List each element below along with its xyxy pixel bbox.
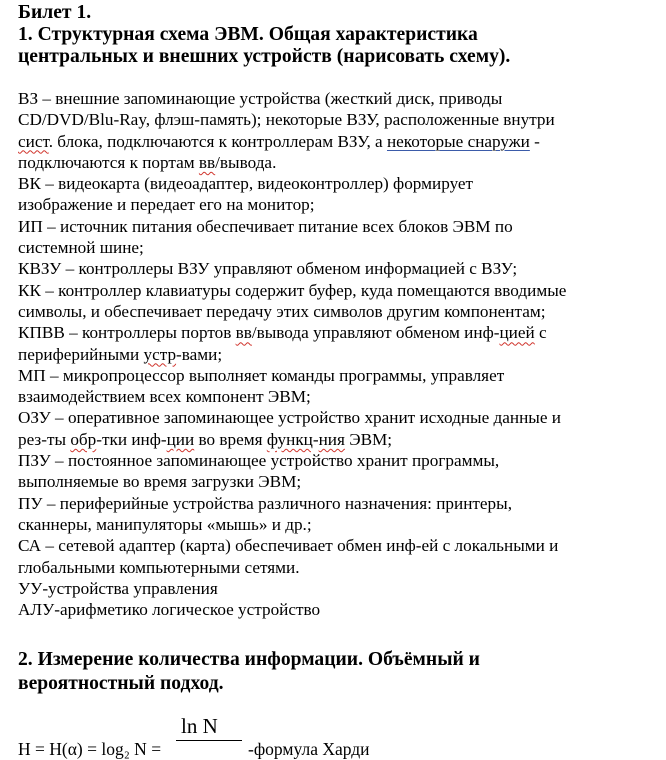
spellcheck-word: устр	[143, 344, 177, 364]
definition-line: подключаются к портам вв/вывода.	[18, 152, 277, 172]
spellcheck-word: ния	[318, 429, 345, 449]
definition-line: ОЗУ – оперативное запоминающее устройство хранит исходные данные и	[18, 408, 561, 428]
question-2-heading-line-1: 2. Измерение количества информации. Объёмный и	[18, 649, 480, 670]
spellcheck-word: цией	[499, 323, 535, 343]
question-1-heading-line-1: 1. Структурная схема ЭВМ. Общая характеристика	[18, 24, 478, 45]
definition-line: ВК – видеокарта (видеоадаптер, видеоконтроллер) формирует	[18, 174, 474, 194]
spellcheck-word: вв	[198, 152, 216, 172]
definition-line: сист. блока, подключаются к контроллерам ВЗУ, а некоторые снаружи -	[18, 131, 540, 151]
spellcheck-word: ции	[166, 429, 195, 449]
question-2-heading-line-2: вероятностный подход.	[18, 673, 224, 694]
hartley-formula	[18, 712, 658, 759]
definition-line: символы, и обеспечивает передачу этих символов другим компонентам;	[18, 301, 546, 321]
spellcheck-word: сист	[18, 131, 49, 151]
definition-line: КВЗУ – контроллеры ВЗУ управляют обменом информацией с ВЗУ;	[18, 259, 518, 279]
definitions-list	[18, 88, 662, 620]
grammar-flag-phrase: некоторые снаружи	[386, 131, 530, 151]
definition-line: СА – сетевой адаптер (карта) обеспечивает обмен инф-ей с локальными и	[18, 536, 559, 556]
definition-line: ИП – источник питания обеспечивает питание всех блоков ЭВМ по	[18, 216, 513, 236]
definition-line: сканнеры, манипуляторы «мышь» и др.;	[18, 514, 312, 534]
formula-left-side: H = H(α) = log₂ N =	[18, 739, 162, 759]
definition-line: взаимодействием всех компонент ЭВМ;	[18, 387, 311, 407]
definition-line: периферийными устр-вами;	[18, 344, 223, 364]
definition-line: выполняемые во время загрузки ЭВМ;	[18, 472, 302, 492]
definition-line: ВЗ – внешние запоминающие устройства (жесткий диск, приводы	[18, 89, 503, 108]
definition-line: рез-ты обр-тки инф-ции во время функц-ния ЭВМ;	[18, 429, 393, 449]
definition-line: CD/DVD/Blu-Ray, флэш-память); некоторые ВЗУ, расположенные внутри	[18, 110, 555, 130]
formula-fraction-bar	[176, 740, 242, 741]
spellcheck-word: обр	[70, 429, 97, 449]
definition-line: АЛУ-арифметико логическое устройство	[18, 600, 321, 620]
definition-line: КК – контроллер клавиатуры содержит буфер, куда помещаются вводимые	[18, 280, 567, 300]
definition-line: изображение и передает его на монитор;	[18, 195, 315, 215]
definition-line: ПУ – периферийные устройства различного назначения: принтеры,	[18, 493, 512, 513]
question-1-heading-line-2: центральных и внешних устройств (нарисовать схему).	[18, 46, 511, 67]
definition-line: УУ-устройства управления	[18, 578, 218, 598]
definition-line: ПЗУ – постоянное запоминающее устройство хранит программы,	[18, 451, 500, 471]
spellcheck-word: функц	[266, 429, 313, 449]
definition-line: МП – микропроцессор выполняет команды программы, управляет	[18, 365, 505, 385]
formula-caption: -формула Харди	[248, 739, 370, 759]
formula-fraction-numerator: ln N	[181, 714, 218, 738]
definition-line: глобальными компьютерными сетями.	[18, 557, 300, 577]
definition-line: КПВВ – контроллеры портов вв/вывода управляют обменом инф-цией с	[18, 323, 547, 343]
definition-line: системной шине;	[18, 238, 144, 258]
ticket-title: Билет 1.	[18, 2, 92, 23]
spellcheck-word: вв	[235, 323, 252, 343]
